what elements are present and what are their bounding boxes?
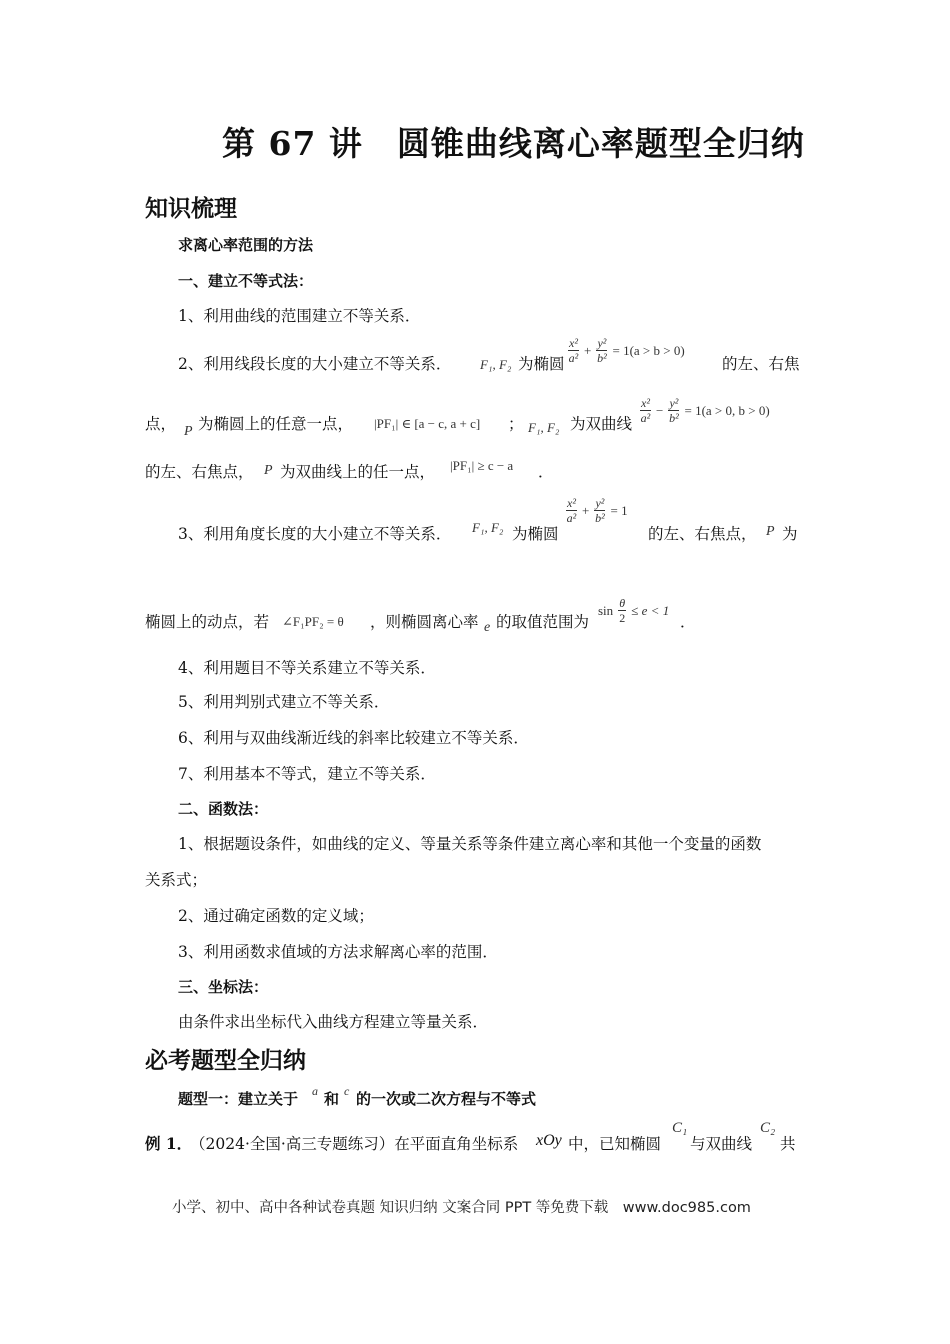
item-2-hyper-point: 为双曲线上的任一点，	[280, 463, 436, 481]
item-3-moving: 椭圆上的动点，若	[145, 613, 270, 631]
math-e: e	[484, 620, 491, 635]
item-2-text: 2、利用线段长度的大小建立不等关系．	[178, 355, 452, 373]
example-text-3: 与双曲线	[690, 1135, 753, 1153]
math-a: a	[312, 1084, 318, 1098]
math-xoy: xOy	[536, 1132, 562, 1149]
item-3-text: 3、利用角度长度的大小建立不等关系．	[178, 525, 452, 543]
example-text-1: （2024·全国·高三专题练习）在平面直角坐标系	[190, 1135, 519, 1153]
math-p-b: P	[264, 463, 273, 478]
section-heading-types: 必考题型全归纳	[145, 1048, 306, 1074]
item-2-focus: 的左、右焦	[722, 355, 800, 373]
item-2-hyper-label: 为双曲线	[570, 415, 633, 433]
item-2-dot: 点，	[145, 415, 177, 433]
type1-c: 的一次或二次方程与不等式	[356, 1090, 537, 1108]
part2-line-3: 3、利用函数求值域的方法求解离心率的范围．	[178, 943, 498, 961]
item-4: 4、利用题目不等关系建立不等关系．	[178, 659, 436, 677]
part2-heading: 二、函数法：	[178, 800, 269, 818]
item-1: 1、利用曲线的范围建立不等关系．	[178, 307, 421, 325]
type1-a: 题型一：建立关于	[178, 1090, 299, 1108]
part1-heading: 一、建立不等式法：	[178, 272, 314, 290]
item-3-end: ．	[680, 613, 696, 631]
item-2-ellipse-label: 为椭圆	[518, 355, 565, 373]
math-c2: C₂	[760, 1120, 776, 1136]
math-pf1-range: |PF₁| ∈ [a − c, a + c]	[374, 416, 481, 431]
type1-b: 和	[324, 1090, 340, 1108]
example-text-2: 中，已知椭圆	[568, 1135, 662, 1153]
item-2-hyper-focus: 的左、右焦点，	[145, 463, 254, 481]
item-3-focus: 的左、右焦点，	[648, 525, 757, 543]
hyperbola-equation: $\frac{\text{x²}}{\text{a²}}$ − $\frac{\text{y²}}{\text{b²}}$ = 1(a > 0, b > 0)	[640, 396, 770, 425]
item-2-point: 为椭圆上的任意一点，	[198, 415, 354, 433]
math-f1f2-c: F₁, F₂	[472, 520, 504, 535]
item-7: 7、利用基本不等式，建立不等关系．	[178, 765, 436, 783]
math-c1: C₁	[672, 1120, 688, 1136]
item-3-ecc: ，则椭圆离心率	[370, 613, 479, 631]
item-6: 6、利用与双曲线渐近线的斜率比较建立不等关系．	[178, 729, 529, 747]
item-5: 5、利用判别式建立不等关系．	[178, 693, 390, 711]
page-footer: 小学、初中、高中各种试卷真题 知识归纳 文案合同 PPT 等免费下载 www.doc985.com	[172, 1200, 751, 1216]
math-c: c	[344, 1084, 350, 1098]
math-f1f2: F₁, F₂	[480, 357, 512, 372]
ellipse-equation: $\frac{\text{x²}}{\text{a²}}$ + $\frac{\text{y²}}{\text{b²}}$ = 1(a > b > 0)	[568, 336, 685, 365]
page-title: 第 67 讲 圆锥曲线离心率题型全归纳	[222, 124, 805, 163]
part2-line-2: 2、通过确定函数的定义域；	[178, 907, 374, 925]
method-title: 求离心率范围的方法	[178, 236, 314, 254]
ecc-range-inequality: sin $\frac{\theta}{2}$ ≤ e < 1	[598, 596, 670, 625]
part2-line-1b: 关系式；	[145, 871, 208, 889]
item-3-range: 的取值范围为	[496, 613, 590, 631]
math-p: P	[184, 424, 193, 439]
example-label: 例 1．	[145, 1134, 193, 1153]
math-f1f2-b: F₁, F₂	[528, 420, 560, 435]
part2-line-1a: 1、根据题设条件，如曲线的定义、等量关系等条件建立离心率和其他一个变量的函数	[178, 835, 762, 853]
part3-heading: 三、坐标法：	[178, 978, 269, 996]
item-3-wei: 为	[782, 525, 798, 543]
ellipse-equation-2: $\frac{\text{x²}}{\text{a²}}$ + $\frac{\text{y²}}{\text{b²}}$ = 1	[566, 496, 628, 525]
section-heading-knowledge: 知识梳理	[145, 196, 237, 222]
math-angle: ∠F₁PF₂ = θ	[282, 614, 344, 629]
example-text-4: 共	[780, 1135, 796, 1153]
math-p-c: P	[766, 524, 775, 539]
part3-line-1: 由条件求出坐标代入曲线方程建立等量关系．	[178, 1013, 489, 1031]
item-2-semicolon: ；	[508, 415, 524, 433]
math-pf1-ge: |PF₁| ≥ c − a	[450, 458, 514, 473]
item-2-end: ．	[538, 463, 554, 481]
item-3-ellipse-label: 为椭圆	[512, 525, 559, 543]
